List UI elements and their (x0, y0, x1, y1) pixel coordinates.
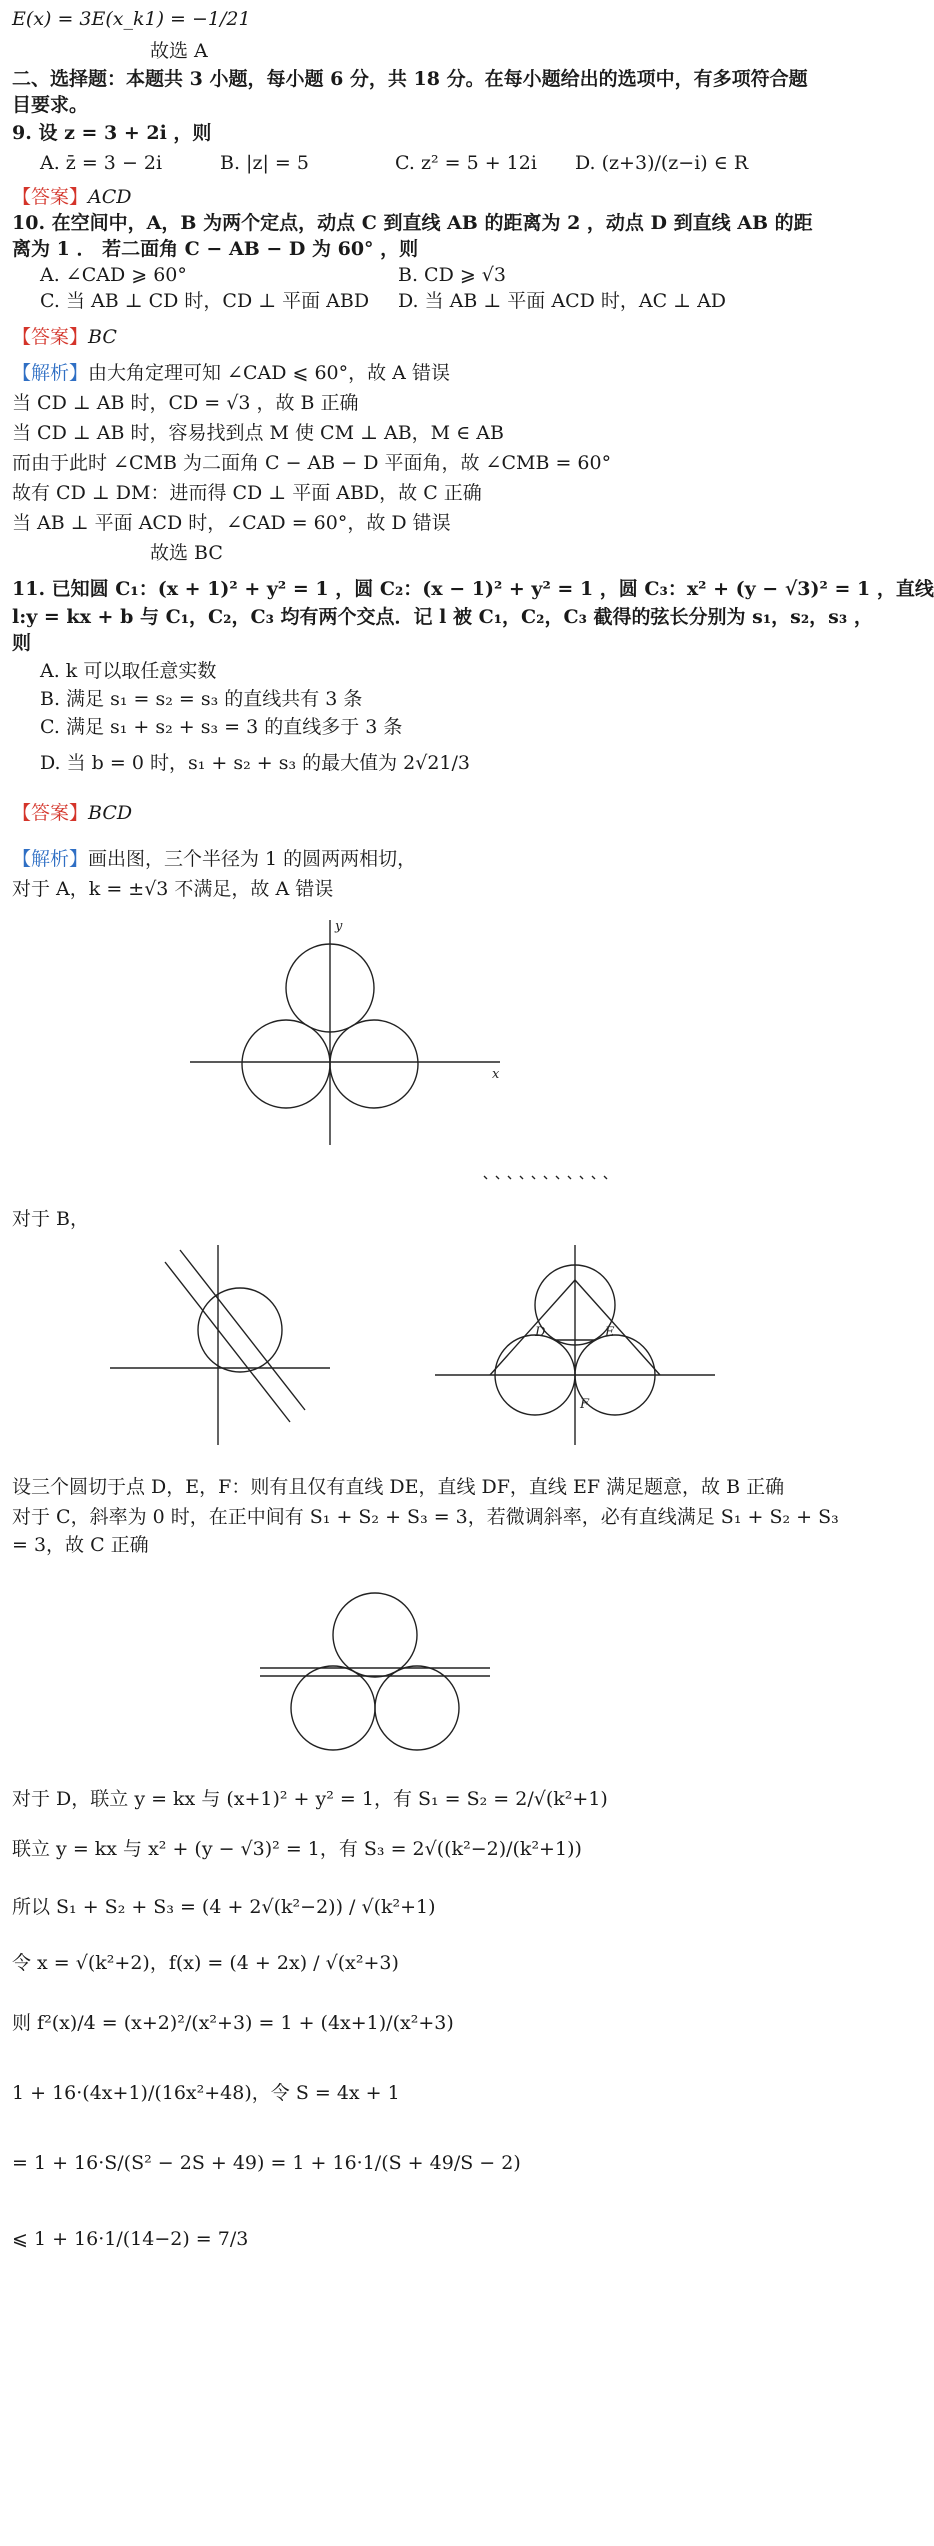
q9-answer (12, 184, 792, 212)
q10-option-c: C. 当 AB ⊥ CD 时，CD ⊥ 平面 ABD (40, 290, 370, 312)
for-c-line-2: = 3，故 C 正确 (12, 1534, 149, 1556)
circle (198, 1288, 282, 1372)
circle-c2 (330, 1020, 418, 1108)
tangent-points-figure (430, 1240, 720, 1450)
decorative-marks (480, 1170, 620, 1184)
question-11: 11. 已知圆 C₁：(x + 1)² + y² = 1 ，圆 C₂：(x − 1)² + y² = 1 ，圆 C₃：x² + (y − √3)² = 1 ，直线 (12, 578, 934, 600)
for-d-line-8: ⩽ 1 + 16·1/(14−2) = 7/3 (12, 2228, 249, 2250)
q10-analysis-4: 而由于此时 ∠CMB 为二面角 C − AB − D 平面角，故 ∠CMB = 60° (12, 452, 612, 474)
for-d-line-7: = 1 + 16·S/(S² − 2S + 49) = 1 + 16·1/(S + 49/S − 2) (12, 2152, 521, 2174)
q11-option-d: D. 当 b = 0 时，s₁ + s₂ + s₃ 的最大值为 2√21/3 (40, 752, 471, 774)
for-d-line-2: 联立 y = kx 与 x² + (y − √3)² = 1，有 S₃ = 2√((k²−2)/(k²+1)) (12, 1838, 582, 1860)
answer-tag: 【答案】 (12, 326, 89, 348)
q10-analysis-6: 当 AB ⊥ 平面 ACD 时，∠CAD = 60°，故 D 错误 (12, 512, 451, 534)
section-heading-cont: 目要求。 (12, 94, 89, 116)
line-choose-a: 故选 A (150, 40, 208, 62)
q9-option-d: D. (z+3)/(z−i) ∈ R (575, 152, 749, 174)
x-axis-label: x (492, 1067, 500, 1082)
for-b-label: 对于 B， (12, 1208, 90, 1230)
line-expectation: E(x) = 3E(x_k1) = −1/21 (12, 8, 251, 30)
answer-value: BC (88, 326, 117, 348)
q9-option-b: B. |z| = 5 (220, 152, 309, 174)
for-c-line-1: 对于 C，斜率为 0 时，在正中间有 S₁ + S₂ + S₃ = 3，若微调斜率，必有直线满足 S₁ + S₂ + S₃ (12, 1506, 839, 1528)
q10-analysis-3: 当 CD ⊥ AB 时，容易找到点 M 使 CM ⊥ AB，M ∈ AB (12, 422, 504, 444)
tick-marks (484, 1176, 607, 1179)
for-d-line-1: 对于 D，联立 y = kx 与 (x+1)² + y² = 1，有 S₁ = S₂ = 2/√(k²+1) (12, 1788, 608, 1810)
analysis-text: 画出图，三个半径为 1 的圆两两相切， (88, 848, 417, 870)
for-d-line-5: 则 f²(x)/4 = (x+2)²/(x²+3) = 1 + (4x+1)/(x²+3) (12, 2012, 454, 2034)
q11-analysis-1 (12, 846, 792, 874)
q10-analysis-2: 当 CD ⊥ AB 时，CD = √3 ，故 B 正确 (12, 392, 359, 414)
analysis-text: 由大角定理可知 ∠CAD ⩽ 60°，故 A 错误 (88, 362, 450, 384)
q9-option-a: A. z̄ = 3 − 2i (40, 152, 163, 174)
q10-analysis-1 (12, 360, 792, 388)
answer-tag: 【答案】 (12, 186, 89, 208)
q10-option-d: D. 当 AB ⊥ 平面 ACD 时，AC ⊥ AD (398, 290, 727, 312)
for-d-line-3: 所以 S₁ + S₂ + S₃ = (4 + 2√(k²−2)) / √(k²+1) (12, 1896, 436, 1918)
answer-value: ACD (88, 186, 132, 208)
line-2 (165, 1262, 290, 1422)
q11-option-b: B. 满足 s₁ = s₂ = s₃ 的直线共有 3 条 (40, 688, 363, 710)
point-e-label: E (605, 1325, 615, 1340)
q9-options (40, 150, 792, 178)
answer-tag: 【答案】 (12, 802, 89, 824)
q10-analysis-5: 故有 CD ⊥ DM：进而得 CD ⊥ 平面 ABD，故 C 正确 (12, 482, 482, 504)
q10-option-a: A. ∠CAD ⩾ 60° (40, 264, 187, 286)
q11-option-a: A. k 可以取任意实数 (40, 660, 217, 682)
q10-options-row2 (40, 288, 792, 316)
analysis-tag: 【解析】 (12, 848, 89, 870)
horizontal-lines-figure (250, 1580, 500, 1770)
circle-c1 (242, 1020, 330, 1108)
analysis-tag: 【解析】 (12, 362, 89, 384)
q10-answer (12, 324, 792, 352)
section-heading: 二、选择题：本题共 3 小题，每小题 6 分，共 18 分。在每小题给出的选项中，有多项符合题 (12, 68, 808, 90)
line-de-left (490, 1280, 575, 1375)
q10-options-row1 (40, 262, 792, 290)
y-axis-label: y (335, 919, 343, 934)
circle-c3 (333, 1593, 417, 1677)
question-11-cont: l:y = kx + b 与 C₁，C₂，C₃ 均有两个交点．记 l 被 C₁，C₂，C₃ 截得的弦长分别为 s₁，s₂，s₃ ， (12, 606, 873, 628)
line-de-right (575, 1280, 660, 1375)
answer-value: BCD (88, 802, 133, 824)
circle-c2 (375, 1666, 459, 1750)
q9-option-c: C. z² = 5 + 12i (395, 152, 537, 174)
circle-c1 (291, 1666, 375, 1750)
question-9: 9. 设 z = 3 + 2i ，则 (12, 122, 212, 144)
circle-parallel-lines-figure (100, 1240, 340, 1450)
q11-answer (12, 800, 792, 828)
question-11-then: 则 (12, 632, 32, 654)
q10-option-b: B. CD ⩾ √3 (398, 264, 507, 286)
q11-option-c: C. 满足 s₁ + s₂ + s₃ = 3 的直线多于 3 条 (40, 716, 403, 738)
q11-analysis-2: 对于 A，k = ±√3 不满足，故 A 错误 (12, 878, 334, 900)
question-10-cont: 离为 1 ． 若二面角 C − AB − D 为 60° ，则 (12, 238, 419, 260)
q10-analysis-7: 故选 BC (150, 542, 223, 564)
point-d-label: D (535, 1325, 546, 1340)
for-d-line-4: 令 x = √(k²+2)，f(x) = (4 + 2x) / √(x²+3) (12, 1952, 399, 1974)
line-1 (180, 1250, 305, 1410)
three-circles-figure (180, 910, 520, 1150)
question-10: 10. 在空间中，A，B 为两个定点，动点 C 到直线 AB 的距离为 2 ，动点 D 到直线 AB 的距 (12, 212, 813, 234)
point-f-label: F (580, 1397, 590, 1412)
for-d-line-6: 1 + 16·(4x+1)/(16x²+48)，令 S = 4x + 1 (12, 2082, 400, 2104)
set-points-line: 设三个圆切于点 D，E，F：则有且仅有直线 DE，直线 DF，直线 EF 满足题意，故 B 正确 (12, 1476, 785, 1498)
